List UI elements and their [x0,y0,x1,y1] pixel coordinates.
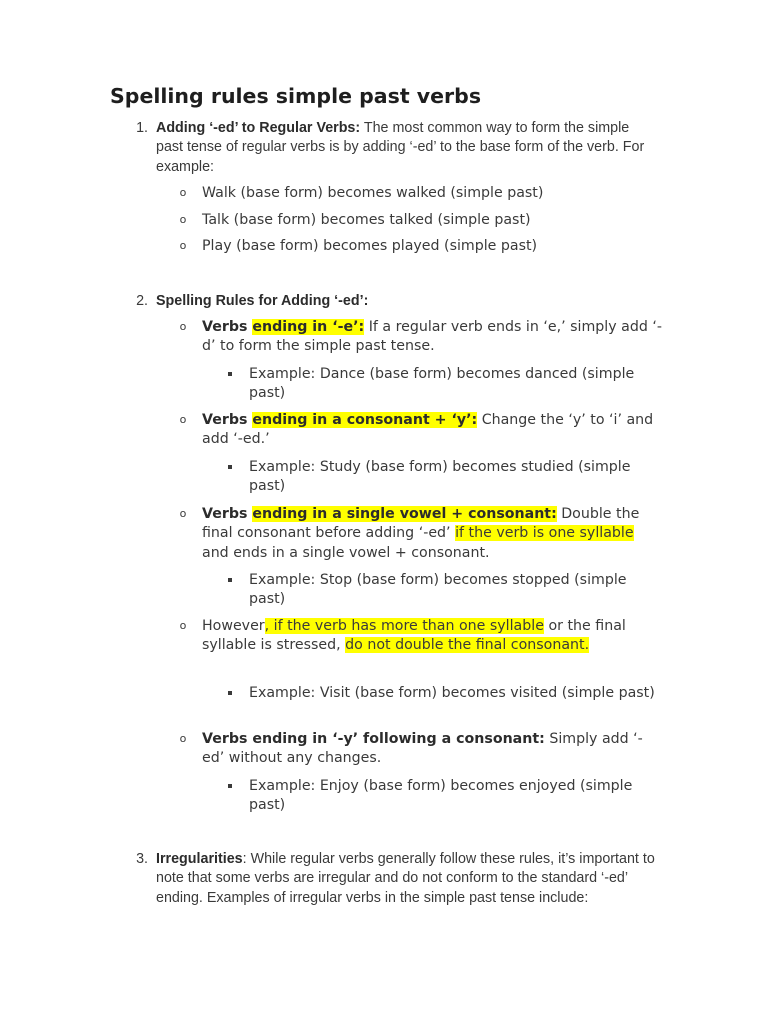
rule-4-highlight-b: do not double the final consonant. [345,637,590,654]
circle-bullet-icon: o [179,619,187,632]
square-bullet-icon [228,784,232,788]
circle-bullet-icon: o [179,186,187,199]
rule-consonant-y [202,411,662,450]
circle-bullet-icon: o [179,732,187,745]
section-3-number: 3. [136,851,148,867]
example-study: Example: Study (base form) becomes studied (simple past) [249,459,631,495]
section-2-number: 2. [136,293,148,309]
square-bullet-icon [228,372,232,376]
rule-2-text: Change the ‘y’ to ‘i’ and add ‘-ed.’ [202,412,654,448]
example-visit: Example: Visit (base form) becomes visited (simple past) [249,685,655,701]
circle-bullet-icon: o [179,239,187,252]
section-3-paragraph [156,850,661,908]
rule-ending-e [202,318,662,357]
section-1-number: 1. [136,120,148,136]
rule-4-text-a: However [202,618,265,634]
rule-1-highlight: ending in ‘-e’: [252,319,365,335]
example-stop: Example: Stop (base form) becomes stopped (simple past) [249,572,627,608]
section-1-heading: Adding ‘-ed’ to Regular Verbs: [156,120,361,136]
circle-bullet-icon: o [179,507,187,520]
circle-bullet-icon: o [179,413,187,426]
section-3-heading: Irregularities [156,851,243,867]
section-3-text: : While regular verbs generally follow these rules, it’s important to note that some verbs are irregular and do not conform to the standard ‘-ed’ ending. Examples of irregular verbs in the simple past tense include: [156,851,655,906]
document-title: Spelling rules simple past verbs [110,84,482,108]
rule-3-text-before: Double the final consonant before adding ‘-ed’ [202,506,640,542]
rule-5-heading: Verbs ending in ‘-y’ following a consonant: [202,731,545,747]
example-dance: Example: Dance (base form) becomes danced (simple past) [249,366,635,402]
example-enjoy: Example: Enjoy (base form) becomes enjoyed (simple past) [249,778,633,814]
rule-3-highlight: ending in a single vowel + consonant: [252,506,557,522]
square-bullet-icon [228,465,232,469]
rule-4-text-b: or the final syllable is stressed, [202,618,626,654]
rule-multi-syllable [202,617,662,656]
circle-bullet-icon: o [179,320,187,333]
square-bullet-icon [228,578,232,582]
rule-5-text: Simply add ‘-ed’ without any changes. [202,731,643,767]
rule-2-highlight: ending in a consonant + ‘y’: [252,412,478,428]
rule-1-lead: Verbs [202,319,253,335]
section-2-paragraph [156,292,656,311]
rule-1-text: If a regular verb ends in ‘e,’ simply add ‘-d’ to form the simple past tense. [202,319,662,355]
rule-vowel-consonant [202,505,662,563]
example-play: Play (base form) becomes played (simple past) [202,238,538,254]
square-bullet-icon [228,691,232,695]
rule-3-highlight-syllable: if the verb is one syllable [455,525,634,542]
circle-bullet-icon: o [179,213,187,226]
section-1-text: The most common way to form the simple past tense of regular verbs is by adding ‘-ed’ to the base form of the verb. For example: [156,120,645,175]
rule-4-highlight-a: , if the verb has more than one syllable [264,618,544,634]
section-2-heading: Spelling Rules for Adding ‘-ed’: [156,293,369,309]
rule-3-text-after: and ends in a single vowel + consonant. [202,544,490,561]
example-walk: Walk (base form) becomes walked (simple past) [202,185,544,201]
section-1-paragraph [156,119,656,177]
rule-3-lead: Verbs [202,506,253,522]
example-talk: Talk (base form) becomes talked (simple past) [202,212,531,228]
rule-y-following-consonant [202,730,662,769]
rule-2-lead: Verbs [202,412,253,428]
